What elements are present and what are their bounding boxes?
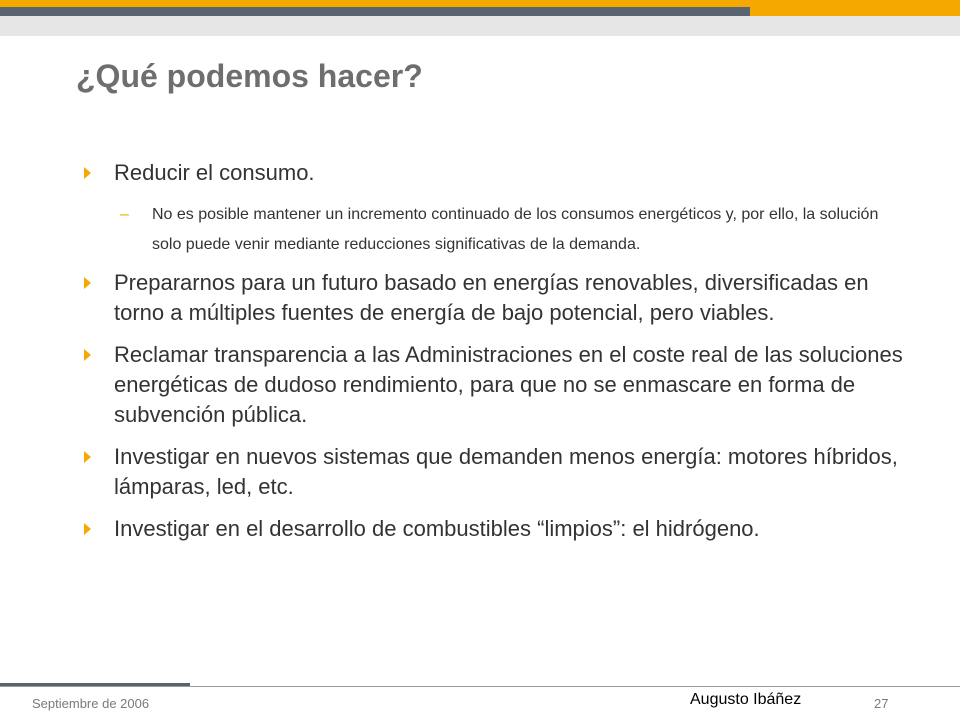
header-accent-bar: [0, 0, 750, 7]
bullet-text: Reducir el consumo.: [114, 160, 315, 185]
bullet-text: Prepararnos para un futuro basado en energías renovables, diversificadas en torno a múltiples fuentes de energía de bajo potencial, pero viables.: [114, 270, 869, 325]
header-accent-block: [750, 0, 960, 16]
bullet-item: [80, 514, 910, 544]
bullet-item: [80, 268, 910, 328]
bullet-text: Investigar en el desarrollo de combustibles “limpios”: el hidrógeno.: [114, 516, 760, 541]
sub-bullet-text: No es posible mantener un incremento continuado de los consumos energéticos y, por ello, la solución solo puede venir mediante reducciones significativas de la demanda.: [152, 206, 879, 253]
bullet-item: [80, 442, 910, 502]
triangle-right-icon: [84, 349, 91, 361]
bullet-item: [80, 158, 910, 188]
footer-date: Septiembre de 2006: [32, 696, 150, 711]
page-title: ¿Qué podemos hacer?: [76, 58, 423, 94]
page-number: 27: [874, 696, 889, 711]
triangle-right-icon: [84, 277, 91, 289]
bullet-text: Reclamar transparencia a las Administraciones en el coste real de las soluciones energéticas de dudoso rendimiento, para que no se enmascare en forma de subvención pública.: [114, 342, 903, 427]
triangle-right-icon: [84, 167, 91, 179]
bullet-list: [80, 158, 910, 556]
dash-marker: –: [120, 206, 129, 223]
triangle-right-icon: [84, 451, 91, 463]
footer-author: Augusto Ibáñez: [690, 691, 802, 708]
sub-bullet-item: [80, 200, 910, 260]
triangle-right-icon: [84, 523, 91, 535]
bullet-item: [80, 340, 910, 430]
header-dark-bar: [0, 7, 750, 16]
footer-divider: [0, 686, 960, 687]
bullet-text: Investigar en nuevos sistemas que demanden menos energía: motores híbridos, lámparas, led, etc.: [114, 444, 898, 499]
